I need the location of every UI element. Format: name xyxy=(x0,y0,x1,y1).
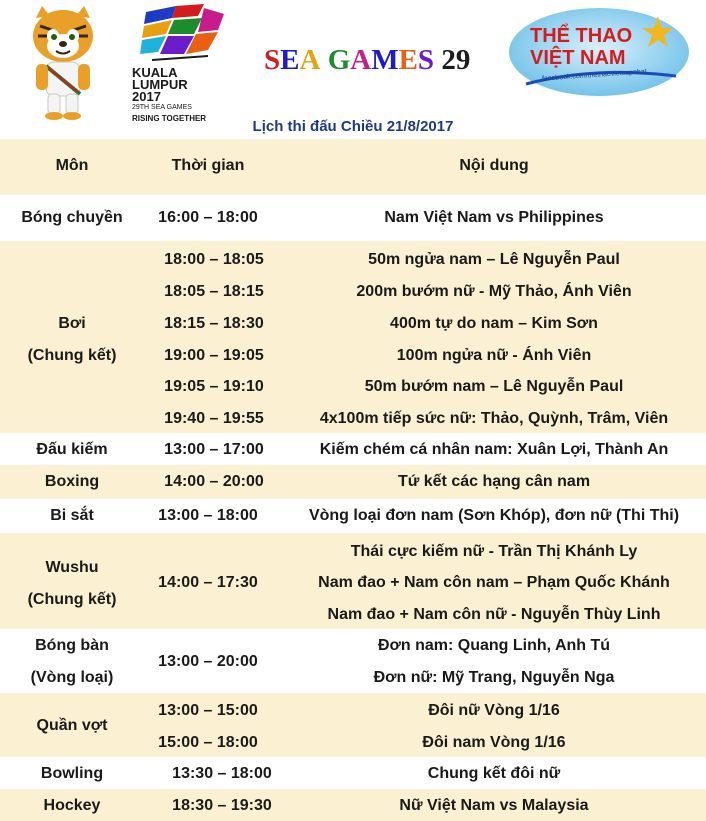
table-row-group-table-tennis xyxy=(0,629,706,693)
table-row xyxy=(0,195,706,241)
time-slot: 15:00 – 18:00 xyxy=(158,734,258,751)
table-row xyxy=(0,757,706,789)
kuala-lumpur-emblem-icon xyxy=(132,4,228,66)
time-slot: 19:05 – 19:10 xyxy=(164,378,264,395)
badge-url: facebook.com/thethaovietcapnhat xyxy=(541,68,647,83)
event-content: Tứ kết các hạng cân nam xyxy=(397,473,591,490)
sport-stage: (Chung kết) xyxy=(27,591,117,608)
event-content: Đơn nam: Quang Linh, Anh Tú xyxy=(377,637,611,654)
event-content: Chung kết đôi nữ xyxy=(427,765,561,782)
logo-city: KUALA LUMPUR xyxy=(132,65,188,92)
sport-name: Bơi xyxy=(58,315,86,332)
sport-name: Đấu kiếm xyxy=(36,441,108,458)
event-content: Đôi nữ Vòng 1/16 xyxy=(428,702,560,719)
title-letter: A xyxy=(350,44,372,76)
schedule-subtitle: Lịch thi đấu Chiều 21/8/2017 xyxy=(252,118,454,135)
badge-line1: THỂ THAO xyxy=(530,25,633,47)
time-slot: 18:30 – 19:30 xyxy=(172,797,272,814)
time-slot: 13:00 – 15:00 xyxy=(158,702,258,719)
logo-slogan: RISING TOGETHER xyxy=(132,114,207,123)
event-content: Đơn nữ: Mỹ Trang, Nguyễn Nga xyxy=(373,669,615,686)
time-slot: 13:00 – 18:00 xyxy=(158,507,258,524)
time-slot: 18:00 – 18:05 xyxy=(164,251,264,268)
title-letter: G xyxy=(327,44,351,76)
time-slot: 14:00 – 20:00 xyxy=(164,473,264,490)
title-letter: A xyxy=(299,44,321,76)
time-slot: 18:05 – 18:15 xyxy=(164,283,264,300)
table-header xyxy=(0,139,706,195)
sport-name: Wushu xyxy=(45,559,99,576)
sport-name: Boxing xyxy=(44,473,100,490)
event-content: Kiếm chém cá nhân nam: Xuân Lợi, Thành An xyxy=(319,441,669,458)
sport-name: Hockey xyxy=(43,797,101,814)
event-content: Nam Việt Nam vs Philippines xyxy=(384,209,604,226)
title-letter: E xyxy=(398,44,418,76)
event-content: Nam đao + Nam côn nữ - Nguyễn Thùy Linh xyxy=(327,606,661,623)
logo-edition: 29TH SEA GAMES xyxy=(132,104,192,111)
table-row-group-wushu xyxy=(0,533,706,629)
event-content: 4x100m tiếp sức nữ: Thảo, Quỳnh, Trâm, Viên xyxy=(319,410,669,427)
title-letter: S xyxy=(264,44,281,76)
event-content: Nữ Việt Nam vs Malaysia xyxy=(399,797,589,814)
column-header-time: Thời gian xyxy=(171,157,245,174)
time-slot: 14:00 – 17:30 xyxy=(158,574,258,591)
time-slot: 13:00 – 17:00 xyxy=(164,441,264,458)
event-content: 50m bướm nam – Lê Nguyễn Paul xyxy=(364,378,624,395)
table-row xyxy=(0,433,706,465)
title-letter xyxy=(434,44,441,77)
event-content: 400m tự do nam – Kim Sơn xyxy=(390,315,598,332)
title-letter: M xyxy=(371,44,399,76)
event-content: 200m bướm nữ - Mỹ Thảo, Ánh Viên xyxy=(356,283,632,300)
sport-name: Quần vợt xyxy=(36,717,108,734)
table-row xyxy=(0,789,706,821)
title-letter: S xyxy=(417,44,435,76)
logo-year: 2017 xyxy=(132,89,161,104)
table-row-group-swimming xyxy=(0,241,706,433)
header xyxy=(0,0,706,123)
event-content: 50m ngửa nam – Lê Nguyễn Paul xyxy=(368,251,620,268)
table-row xyxy=(0,465,706,499)
sport-stage: (Chung kết) xyxy=(27,347,117,364)
title-letter: 9 xyxy=(455,44,471,76)
sport-stage: (Vòng loại) xyxy=(30,669,114,686)
time-slot: 13:30 – 18:00 xyxy=(172,765,272,782)
event-content: Thái cực kiếm nữ - Trần Thị Khánh Ly xyxy=(350,543,638,560)
event-content: Nam đao + Nam côn nam – Phạm Quốc Khánh xyxy=(318,574,670,591)
sea-games-title xyxy=(264,44,470,77)
time-slot: 13:00 – 20:00 xyxy=(158,653,258,670)
time-slot: 18:15 – 18:30 xyxy=(164,315,264,332)
table-row-group-tennis xyxy=(0,693,706,757)
sport-name: Bóng bàn xyxy=(35,637,109,654)
event-content: 100m ngửa nữ - Ánh Viên xyxy=(396,347,592,364)
title-letter: E xyxy=(280,44,300,76)
badge-line2: VIỆT NAM xyxy=(530,47,626,69)
kuala-lumpur-2017-logo xyxy=(132,4,228,123)
time-slot: 19:00 – 19:05 xyxy=(164,347,264,364)
sport-name: Bi sắt xyxy=(50,507,94,524)
column-header-content: Nội dung xyxy=(459,157,529,174)
time-slot: 16:00 – 18:00 xyxy=(158,209,258,226)
sport-name: Bóng chuyền xyxy=(21,209,123,226)
the-thao-viet-nam-badge xyxy=(506,6,692,98)
time-slot: 19:40 – 19:55 xyxy=(164,410,264,427)
column-header-sport: Môn xyxy=(55,157,89,174)
title-letter: 2 xyxy=(441,44,456,76)
sport-name: Bowling xyxy=(40,765,104,782)
title-letter xyxy=(320,44,327,77)
mascot-tiger-image xyxy=(24,6,102,120)
event-content: Vòng loại đơn nam (Sơn Khóp), đơn nữ (Thi Thi) xyxy=(308,507,680,524)
event-content: Đôi nam Vòng 1/16 xyxy=(422,734,566,751)
table-row xyxy=(0,499,706,533)
